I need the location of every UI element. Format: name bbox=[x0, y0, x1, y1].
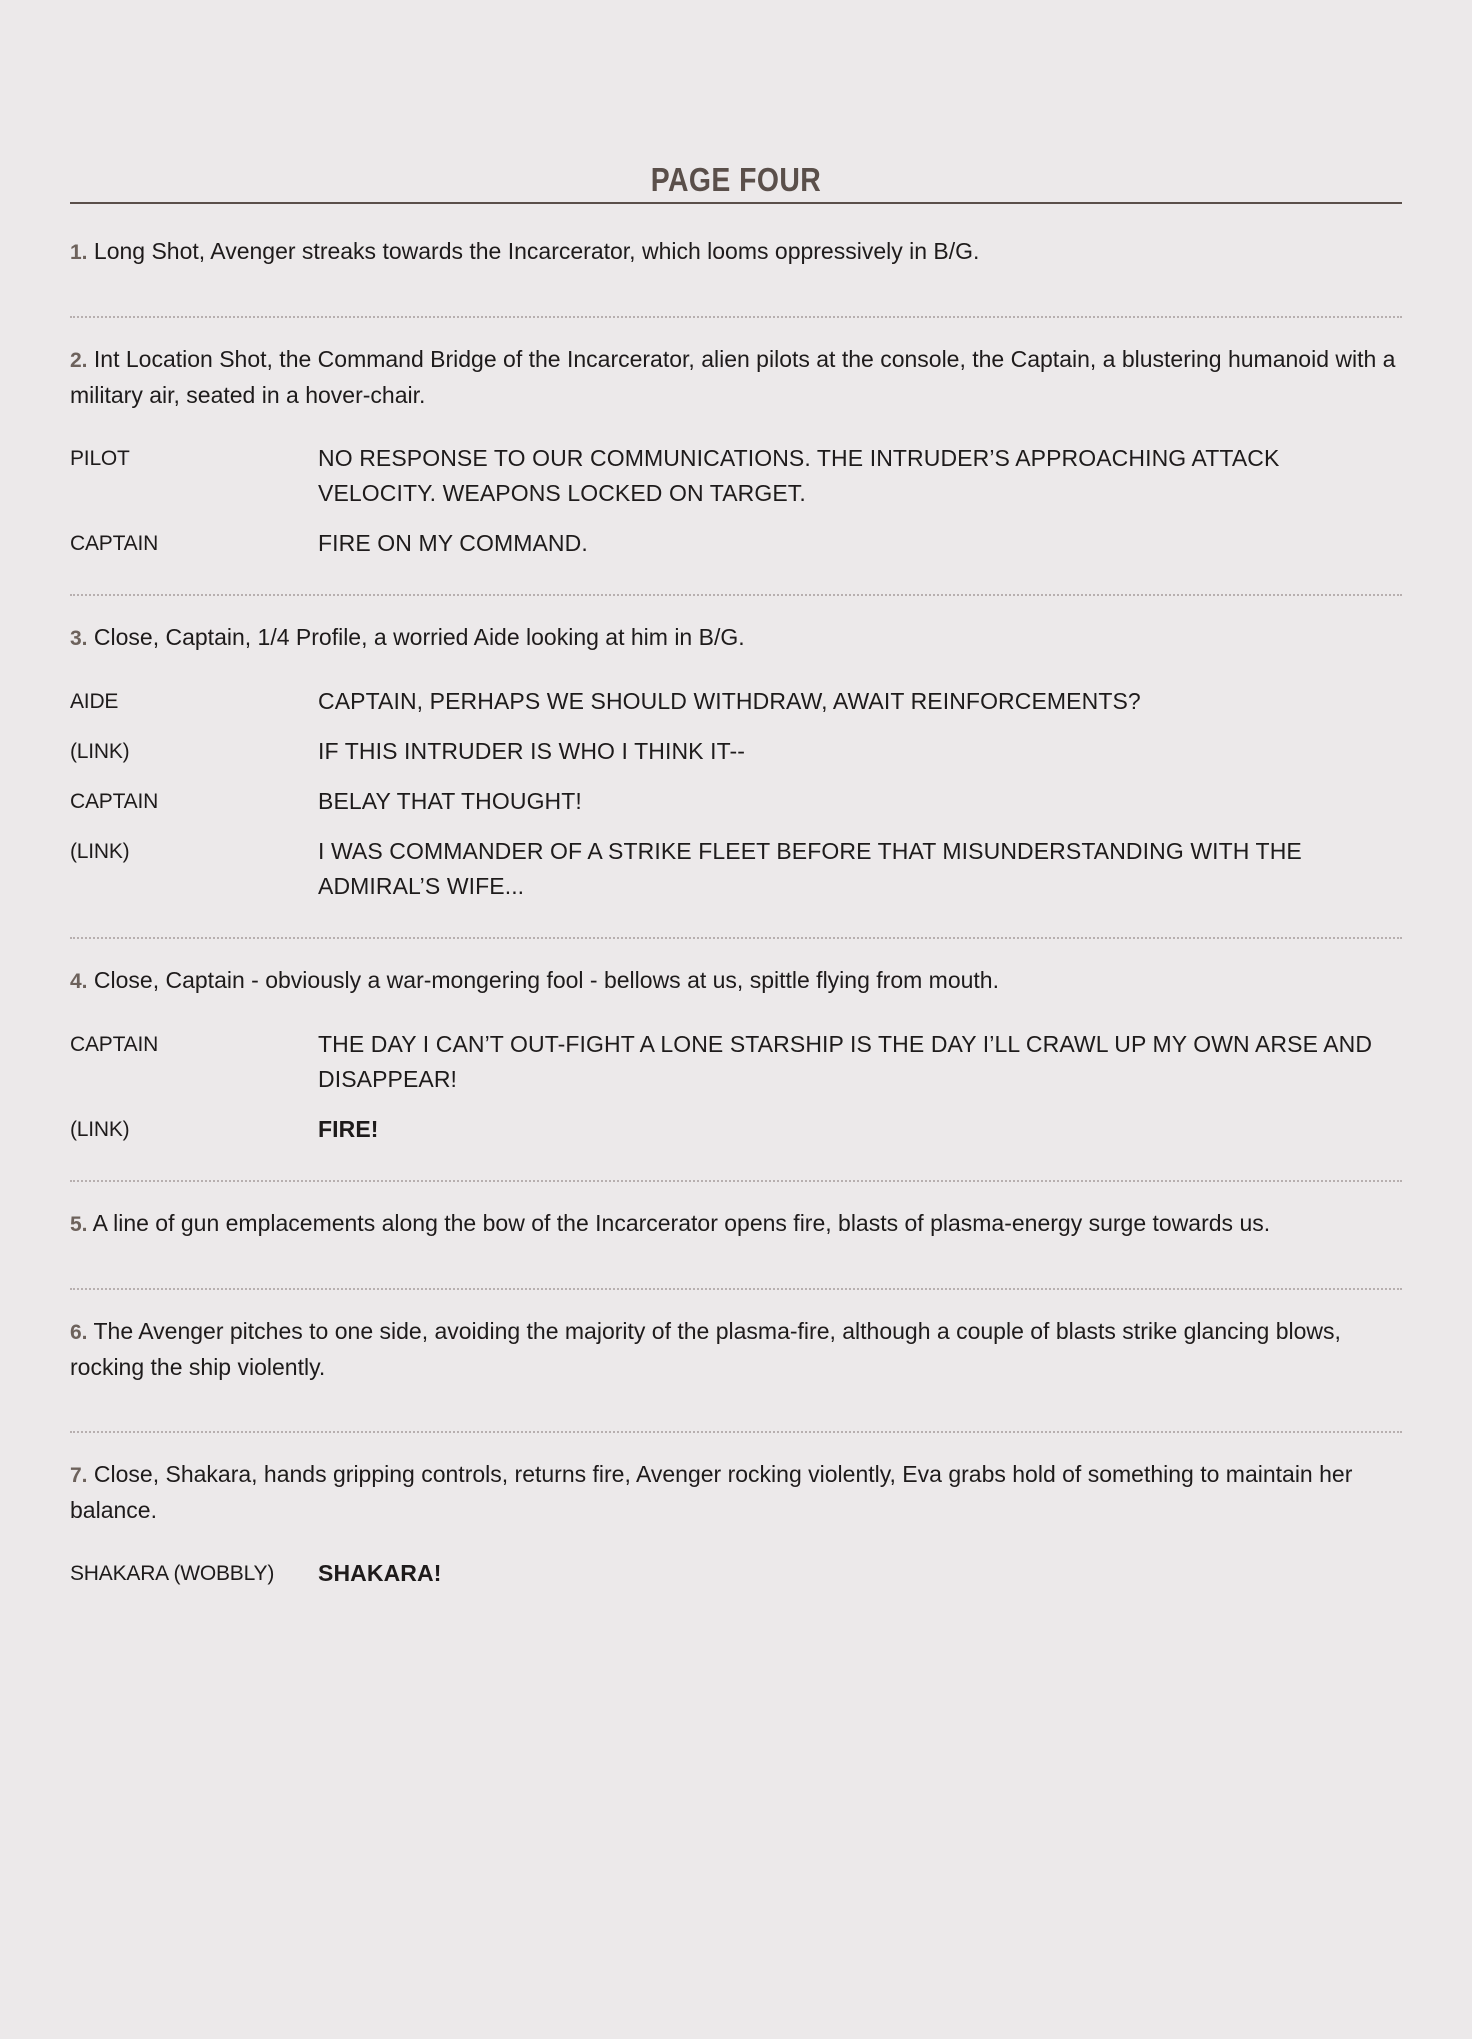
speech-text: I WAS COMMANDER OF A STRIKE FLEET BEFORE THAT MISUNDERSTANDING WITH THE ADMIRAL’S WIFE... bbox=[318, 838, 1302, 899]
dialogue-line bbox=[70, 1112, 1402, 1147]
speaker-name: CAPTAIN bbox=[70, 532, 159, 555]
panel-7 bbox=[70, 1457, 1402, 1591]
speaker-name: CAPTAIN bbox=[70, 790, 159, 813]
dialogue-block bbox=[70, 441, 1402, 561]
panel-number: 5. bbox=[70, 1213, 88, 1236]
speaker-name: AIDE bbox=[70, 690, 119, 713]
dialogue-line bbox=[70, 1027, 1402, 1097]
panel-number: 1. bbox=[70, 241, 88, 264]
panel-separator bbox=[70, 594, 1402, 596]
dialogue-block bbox=[70, 1027, 1402, 1147]
panel-description bbox=[70, 1457, 1402, 1528]
panel-description bbox=[70, 234, 1402, 270]
panel-description-text: Long Shot, Avenger streaks towards the Incarcerator, which looms oppressively in B/G. bbox=[93, 238, 980, 264]
panel-description-text: Int Location Shot, the Command Bridge of the Incarcerator, alien pilots at the console, the Captain, a blustering humanoid with a military air, seated in a hover-chair. bbox=[70, 346, 1396, 408]
dialogue-line bbox=[70, 834, 1402, 904]
panel-number: 3. bbox=[70, 627, 88, 650]
panel-description-text: The Avenger pitches to one side, avoiding the majority of the plasma-fire, although a couple of blasts strike glancing blows, rocking the ship violently. bbox=[70, 1318, 1341, 1380]
panel-description-text: Close, Captain - obviously a war-mongering fool - bellows at us, spittle flying from mouth. bbox=[93, 967, 999, 993]
panel-1 bbox=[70, 234, 1402, 316]
speech-text: FIRE! bbox=[318, 1116, 379, 1142]
speech-text: IF THIS INTRUDER IS WHO I THINK IT-- bbox=[318, 738, 745, 764]
script-page bbox=[70, 160, 1402, 1606]
panel-5 bbox=[70, 1206, 1402, 1288]
speaker-name: CAPTAIN bbox=[70, 1033, 159, 1056]
speaker-name: PILOT bbox=[70, 447, 130, 470]
speaker-name: SHAKARA (WOBBLY) bbox=[70, 1562, 275, 1585]
speech-text: SHAKARA! bbox=[318, 1560, 442, 1586]
dialogue-line bbox=[70, 526, 1402, 561]
panel-description bbox=[70, 620, 1402, 656]
panel-description bbox=[70, 1314, 1402, 1385]
panel-separator bbox=[70, 1288, 1402, 1290]
speaker-name: (LINK) bbox=[70, 740, 130, 763]
panel-description-text: Close, Shakara, hands gripping controls, returns fire, Avenger rocking violently, Eva grabs hold of something to maintain her balance. bbox=[70, 1461, 1353, 1523]
speech-text: BELAY THAT THOUGHT! bbox=[318, 788, 582, 814]
page-title: PAGE FOUR bbox=[650, 161, 822, 198]
dialogue-line bbox=[70, 1556, 1402, 1591]
dialogue-block bbox=[70, 684, 1402, 904]
dialogue-block bbox=[70, 1556, 1402, 1591]
dialogue-line bbox=[70, 784, 1402, 819]
speaker-name: (LINK) bbox=[70, 840, 130, 863]
speech-text: FIRE ON MY COMMAND. bbox=[318, 530, 588, 556]
panel-number: 2. bbox=[70, 349, 88, 372]
panel-2 bbox=[70, 342, 1402, 594]
panel-6 bbox=[70, 1314, 1402, 1431]
panel-separator bbox=[70, 316, 1402, 318]
panel-separator bbox=[70, 1180, 1402, 1182]
panel-description-text: Close, Captain, 1/4 Profile, a worried Aide looking at him in B/G. bbox=[93, 624, 745, 650]
panel-4 bbox=[70, 963, 1402, 1180]
title-rule bbox=[70, 202, 1402, 204]
dialogue-line bbox=[70, 684, 1402, 719]
panel-number: 7. bbox=[70, 1464, 88, 1487]
panel-description bbox=[70, 342, 1402, 413]
speech-text: THE DAY I CAN’T OUT-FIGHT A LONE STARSHIP IS THE DAY I’LL CRAWL UP MY OWN ARSE AND DISAPPEAR! bbox=[318, 1031, 1373, 1092]
panel-separator bbox=[70, 1431, 1402, 1433]
speaker-name: (LINK) bbox=[70, 1118, 130, 1141]
dialogue-line bbox=[70, 441, 1402, 511]
speech-text: NO RESPONSE TO OUR COMMUNICATIONS. THE INTRUDER’S APPROACHING ATTACK VELOCITY. WEAPONS LOCKED ON TARGET. bbox=[318, 445, 1280, 506]
panel-description bbox=[70, 963, 1402, 999]
panel-description-text: A line of gun emplacements along the bow of the Incarcerator opens fire, blasts of plasma-energy surge towards us. bbox=[92, 1210, 1271, 1236]
panel-number: 6. bbox=[70, 1321, 88, 1344]
panel-description bbox=[70, 1206, 1402, 1242]
panel-number: 4. bbox=[70, 970, 88, 993]
panel-list bbox=[70, 234, 1402, 1591]
dialogue-line bbox=[70, 734, 1402, 769]
panel-separator bbox=[70, 937, 1402, 939]
panel-3 bbox=[70, 620, 1402, 937]
speech-text: CAPTAIN, PERHAPS WE SHOULD WITHDRAW, AWAIT REINFORCEMENTS? bbox=[318, 688, 1141, 714]
